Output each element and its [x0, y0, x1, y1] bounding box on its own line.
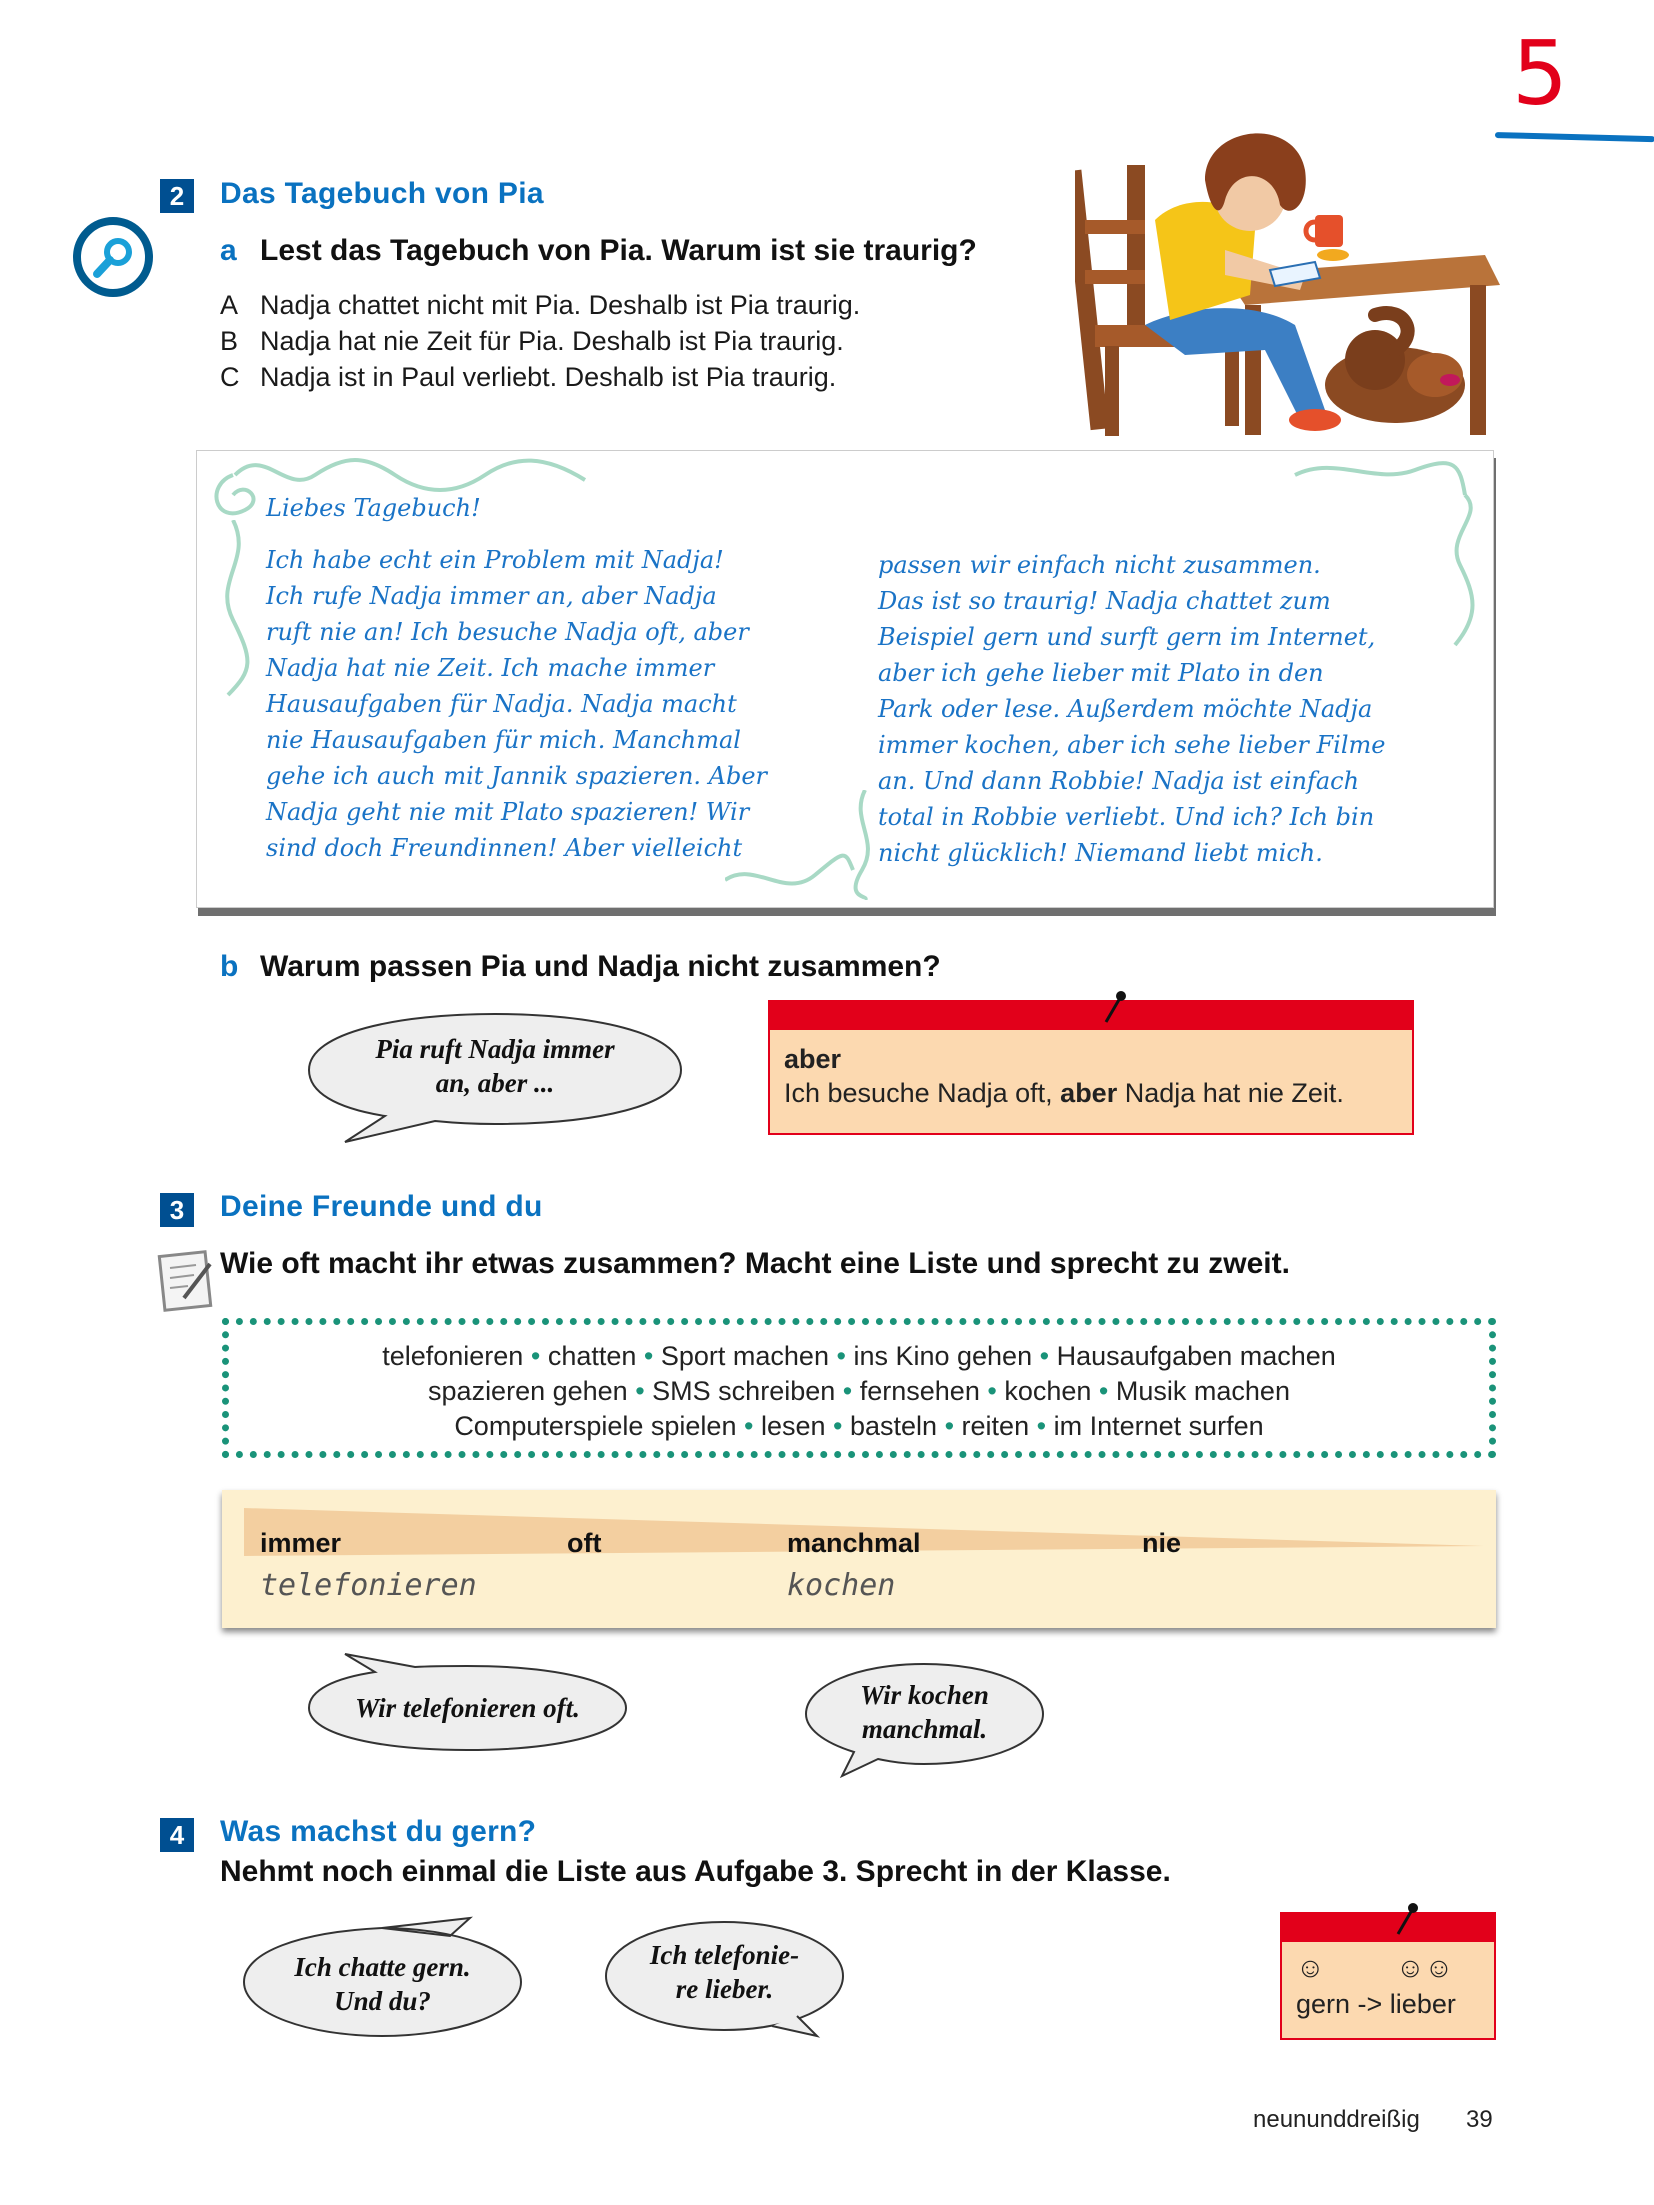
grammar-example [784, 1076, 1398, 1110]
word-item: telefonieren [382, 1341, 524, 1371]
grammar-box-body [768, 1030, 1414, 1135]
part-a-letter: a [220, 234, 237, 267]
speech-bubble-ex4-2 [602, 1918, 847, 2038]
word-item: Musik machen [1115, 1376, 1290, 1406]
chapter-number: 5 [1512, 22, 1568, 125]
option-letter: A [220, 290, 239, 320]
swirl-ornament-middle [850, 790, 880, 900]
grammar-box-gern-lieber [1280, 1900, 1496, 2040]
word-item: basteln [849, 1411, 938, 1441]
word-item: SMS schreiben [652, 1376, 836, 1406]
diary-line: gehe ich auch mit Jannik spazieren. Aber [266, 762, 768, 790]
diary-right-column [878, 547, 1385, 871]
option-b [220, 326, 844, 357]
bullet-dot-icon: • [944, 1411, 955, 1441]
word-item: Hausaufgaben machen [1056, 1341, 1336, 1371]
bubble-line: Wir telefonieren oft. [355, 1693, 580, 1723]
option-letter: C [220, 362, 240, 392]
grammar-box-aber [768, 1000, 1414, 1135]
reading-magnifier-icon [72, 216, 154, 298]
example-manchmal: kochen [787, 1568, 896, 1603]
bubble-line: Und du? [334, 1986, 431, 2016]
diary-line: nie Hausaufgaben für mich. Manchmal [266, 726, 741, 754]
word-item: reiten [961, 1411, 1030, 1441]
frequency-label-oft: oft [567, 1528, 602, 1558]
word-item: Sport machen [660, 1341, 829, 1371]
grammar-text: gern -> lieber [1296, 1989, 1456, 2019]
word-item: fernsehen [859, 1376, 980, 1406]
grammar-box-header [768, 1000, 1414, 1030]
option-letter: B [220, 326, 239, 356]
diary-line: aber ich gehe lieber mit Plato in den [878, 659, 1324, 687]
word-line-3 [229, 1411, 1489, 1442]
option-text: Nadja hat nie Zeit für Pia. Deshalb ist Pia traurig. [260, 326, 844, 356]
bubble-line: manchmal. [861, 1714, 988, 1744]
speech-bubble-ex3-1 [305, 1650, 630, 1755]
diary-line: nicht glücklich! Niemand liebt mich. [878, 839, 1323, 867]
bullet-dot-icon: • [842, 1376, 853, 1406]
exercise-4-task: Nehmt noch einmal die Liste aus Aufgabe 3. Sprecht in der Klasse. [220, 1855, 1171, 1888]
option-a [220, 290, 860, 321]
diary-line: passen wir einfach nicht zusammen. [878, 551, 1321, 579]
bullet-dot-icon: • [530, 1341, 541, 1371]
word-item: chatten [547, 1341, 637, 1371]
exercise-4-title: Was machst du gern? [220, 1815, 537, 1848]
diary-line: an. Und dann Robbie! Nadja ist einfach [878, 767, 1360, 795]
smiley-row [1296, 1950, 1480, 1986]
diary-line: sind doch Freundinnen! Aber vielleicht [266, 834, 743, 862]
bubble-line: Ich chatte gern. [294, 1952, 471, 1982]
bullet-dot-icon: • [1039, 1341, 1050, 1371]
diary-line: Das ist so traurig! Nadja chattet zum [878, 587, 1331, 615]
smiley-icon: ☺ [1296, 1952, 1325, 1983]
chapter-underline [1495, 132, 1654, 142]
diary-greeting: Liebes Tagebuch! [266, 494, 481, 522]
frequency-label-immer: immer [260, 1528, 342, 1558]
diary-line: Ich habe echt ein Problem mit Nadja! [266, 546, 724, 574]
frequency-strip [222, 1490, 1496, 1628]
bullet-dot-icon: • [635, 1376, 645, 1406]
diary-line: ruft nie an! Ich besuche Nadja oft, aber [266, 618, 749, 646]
example-immer: telefonieren [260, 1568, 477, 1603]
frequency-label-nie: nie [1142, 1528, 1182, 1558]
word-item: im Internet surfen [1053, 1411, 1264, 1441]
grammar-box-header [1280, 1912, 1496, 1942]
writing-notepad-icon [156, 1250, 216, 1312]
pin-icon [1100, 988, 1130, 1028]
grammar-box-body [1280, 1942, 1496, 2040]
bullet-dot-icon: • [1036, 1411, 1047, 1441]
bullet-dot-icon: • [643, 1341, 654, 1371]
diary-left-column [266, 542, 767, 866]
grammar-example-post: Nadja hat nie Zeit. [1117, 1078, 1344, 1108]
diary-line: Park oder lese. Außerdem möchte Nadja [878, 695, 1373, 723]
exercise-2-badge: 2 [160, 179, 194, 213]
bubble-text-plain: an, [435, 1068, 478, 1098]
bullet-dot-icon: • [743, 1411, 754, 1441]
exercise-4-badge: 4 [160, 1818, 194, 1852]
girl-writing-diary-illustration [1075, 110, 1505, 440]
grammar-example-bold: aber [1060, 1078, 1118, 1108]
speech-bubble-ex3-2 [802, 1660, 1047, 1778]
diary-line: Ich rufe Nadja immer an, aber Nadja [266, 582, 717, 610]
bullet-dot-icon: • [1098, 1376, 1109, 1406]
part-b-letter: b [220, 950, 239, 983]
diary-line: total in Robbie verliebt. Und ich? Ich bin [878, 803, 1375, 831]
exercise-3-task: Wie oft macht ihr etwas zusammen? Macht eine Liste und sprecht zu zweit. [220, 1247, 1290, 1280]
speech-bubble-part-b [305, 1010, 685, 1145]
page-number: 39 [1466, 2106, 1493, 2133]
option-c [220, 362, 836, 393]
diary-line: Nadja hat nie Zeit. Ich mache immer [266, 654, 715, 682]
word-item: kochen [1004, 1376, 1092, 1406]
pin-icon [1392, 1900, 1422, 1940]
speech-bubble-ex4-1 [240, 1912, 525, 2040]
bubble-line: Ich telefonie- [649, 1940, 800, 1970]
diary-line: Hausaufgaben für Nadja. Nadja macht [266, 690, 737, 718]
word-line-2 [229, 1376, 1489, 1407]
grammar-example-pre: Ich besuche Nadja oft, [784, 1078, 1061, 1108]
option-text: Nadja ist in Paul verliebt. Deshalb ist Pia traurig. [260, 362, 837, 392]
bullet-dot-icon: • [836, 1341, 846, 1371]
word-item: spazieren gehen [428, 1376, 628, 1406]
bubble-line: re lieber. [675, 1974, 774, 2004]
bullet-dot-icon: • [987, 1376, 997, 1406]
word-item: ins Kino gehen [853, 1341, 1033, 1371]
bubble-line: Pia ruft Nadja immer [375, 1034, 615, 1064]
part-b-task: Warum passen Pia und Nadja nicht zusammen? [260, 950, 941, 983]
bullet-dot-icon: • [833, 1411, 843, 1441]
double-smiley-icon: ☺☺ [1396, 1952, 1454, 1983]
exercise-2-title: Das Tagebuch von Pia [220, 177, 544, 210]
word-item: Computerspiele spielen [454, 1411, 737, 1441]
diary-line: immer kochen, aber ich sehe lieber Filme [878, 731, 1386, 759]
frequency-label-manchmal: manchmal [787, 1528, 921, 1558]
word-item: lesen [760, 1411, 826, 1441]
diary-line: Nadja geht nie mit Plato spazieren! Wir [266, 798, 750, 826]
word-box [222, 1318, 1496, 1458]
page-number-word: neununddreißig [1253, 2106, 1420, 2133]
diary-line: Beispiel gern und surft gern im Internet, [878, 623, 1376, 651]
word-line-1 [229, 1341, 1489, 1372]
exercise-3-title: Deine Freunde und du [220, 1190, 543, 1223]
bubble-text-bold: aber ... [477, 1068, 555, 1098]
swirl-ornament-left [213, 520, 253, 700]
part-a-task: Lest das Tagebuch von Pia. Warum ist sie traurig? [260, 234, 977, 267]
option-text: Nadja chattet nicht mit Pia. Deshalb ist Pia traurig. [260, 290, 861, 320]
grammar-heading: aber [784, 1044, 842, 1074]
bubble-line: Wir kochen [860, 1680, 989, 1710]
bubble-line [305, 1066, 685, 1100]
exercise-3-badge: 3 [160, 1193, 194, 1227]
